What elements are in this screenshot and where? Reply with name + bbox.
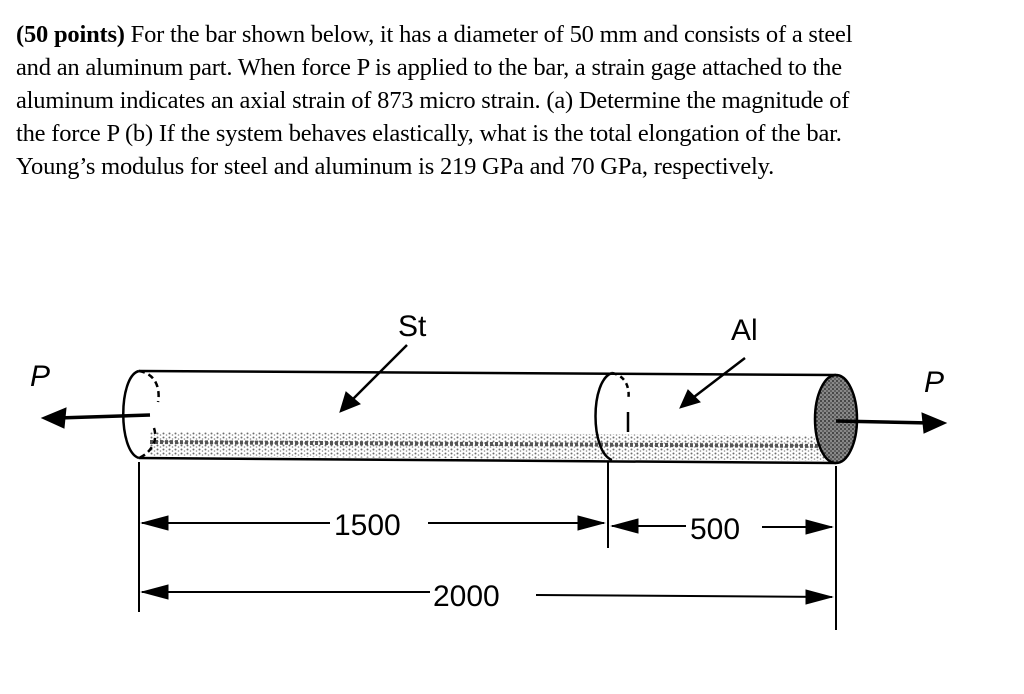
steel-label: St — [398, 310, 427, 343]
dimension-total-label: 2000 — [433, 580, 500, 613]
points-label: (50 points) — [16, 21, 125, 48]
dimension-steel-label: 1500 — [334, 509, 401, 542]
problem-line-3: aluminum indicates an axial strain of 873 micro strain. (a) Determine the magnitude of — [16, 87, 850, 114]
problem-line-2: and an aluminum part. When force P is applied to the bar, a strain gage attached to the — [16, 54, 842, 81]
aluminum-label: Al — [731, 314, 758, 347]
problem-line-1-text: For the bar shown below, it has a diameter of 50 mm and consists of a steel — [124, 21, 853, 48]
problem-line-5: Young’s modulus for steel and aluminum is 219 GPa and 70 GPa, respectively. — [16, 153, 775, 180]
steel-leader-arrow — [340, 345, 407, 412]
left-force-arrow — [42, 408, 150, 428]
problem-line-4: the force P (b) If the system behaves elastically, what is the total elongation of the bar. — [16, 120, 842, 147]
aluminum-leader-arrow — [680, 358, 745, 408]
dimension-aluminum-label: 500 — [690, 513, 741, 546]
bar-shading — [150, 432, 836, 461]
right-force-label: P — [924, 366, 945, 399]
left-force-label: P — [30, 360, 51, 393]
right-end-face — [815, 375, 857, 463]
